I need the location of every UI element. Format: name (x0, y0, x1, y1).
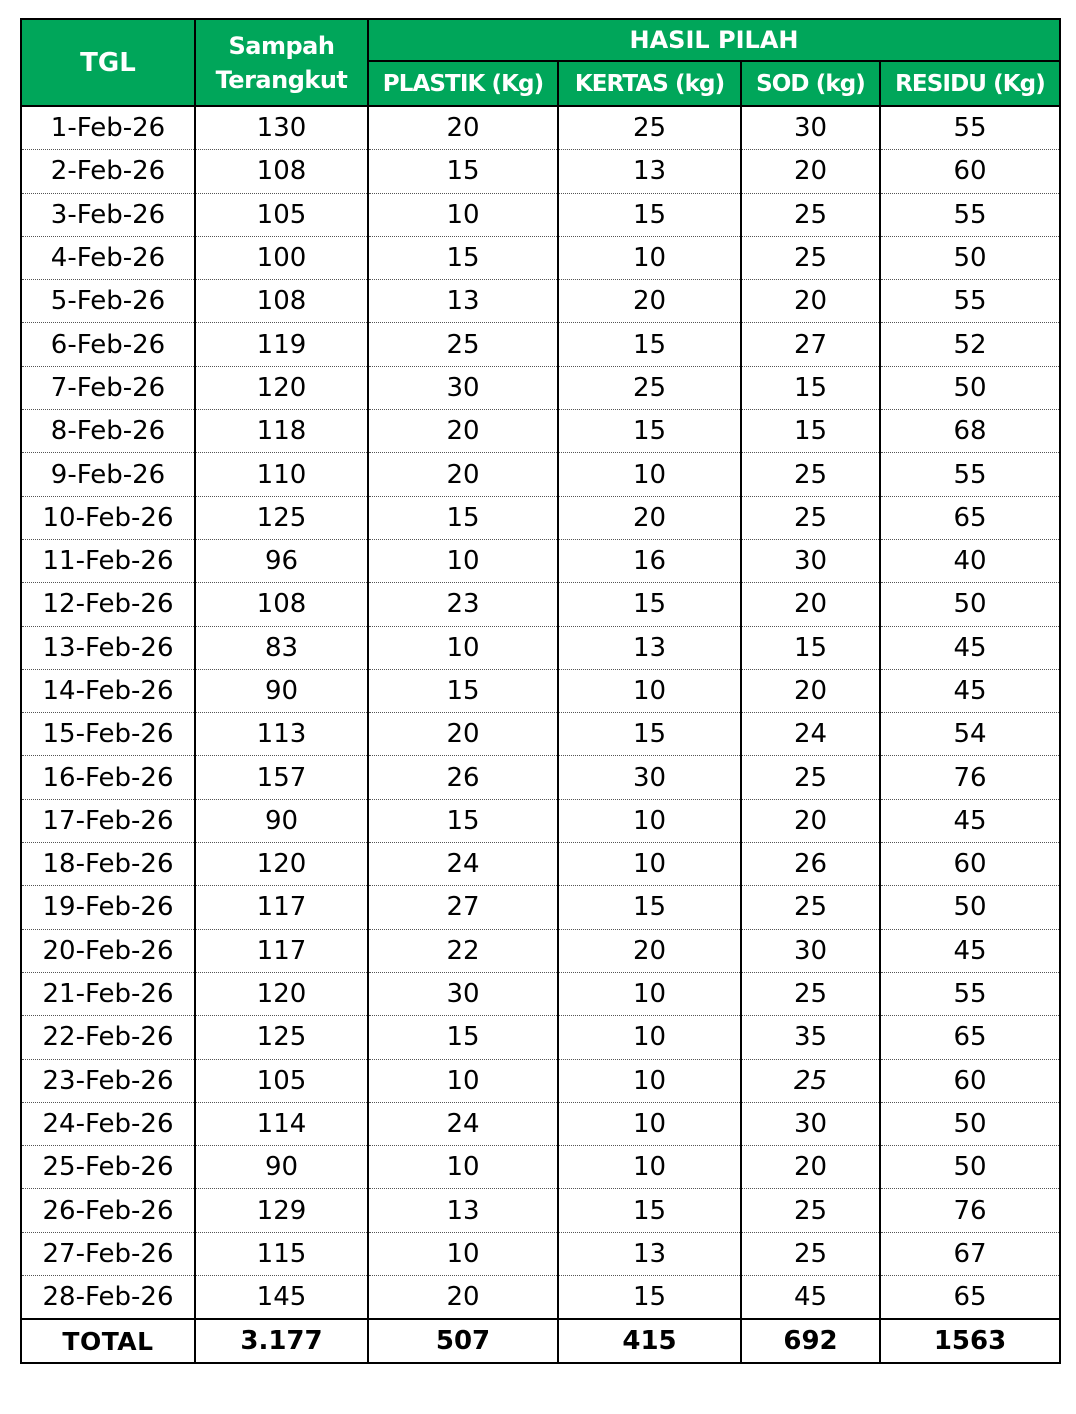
cell-residu: 55 (880, 193, 1060, 236)
cell-tgl: 2-Feb-26 (21, 150, 195, 193)
cell-tgl: 20-Feb-26 (21, 929, 195, 972)
cell-sod: 25 (741, 886, 880, 929)
cell-kertas: 10 (558, 236, 741, 279)
cell-sampah: 115 (195, 1232, 368, 1275)
cell-kertas: 30 (558, 756, 741, 799)
cell-plastik: 20 (368, 410, 558, 453)
cell-sampah: 83 (195, 626, 368, 669)
cell-tgl: 14-Feb-26 (21, 669, 195, 712)
cell-plastik: 10 (368, 626, 558, 669)
cell-plastik: 15 (368, 236, 558, 279)
table-row (21, 1232, 1060, 1275)
cell-plastik: 10 (368, 1146, 558, 1189)
table-row (21, 626, 1060, 669)
cell-residu: 67 (880, 1232, 1060, 1275)
cell-tgl: 25-Feb-26 (21, 1146, 195, 1189)
cell-sampah: 90 (195, 669, 368, 712)
table-row (21, 1276, 1060, 1320)
cell-plastik: 23 (368, 583, 558, 626)
cell-tgl: 16-Feb-26 (21, 756, 195, 799)
cell-tgl: 7-Feb-26 (21, 366, 195, 409)
cell-residu: 76 (880, 1189, 1060, 1232)
table-body (21, 106, 1060, 1319)
cell-residu: 50 (880, 366, 1060, 409)
cell-tgl: 21-Feb-26 (21, 972, 195, 1015)
cell-sod: 25 (741, 756, 880, 799)
cell-sampah: 117 (195, 929, 368, 972)
cell-kertas: 25 (558, 106, 741, 150)
cell-plastik: 30 (368, 366, 558, 409)
cell-tgl: 19-Feb-26 (21, 886, 195, 929)
cell-tgl: 27-Feb-26 (21, 1232, 195, 1275)
cell-sod: 25 (741, 193, 880, 236)
table-row (21, 496, 1060, 539)
table-row (21, 756, 1060, 799)
cell-plastik: 15 (368, 1016, 558, 1059)
cell-tgl: 10-Feb-26 (21, 496, 195, 539)
cell-sod: 45 (741, 1276, 880, 1320)
total-label: TOTAL (21, 1319, 195, 1363)
header-kertas: KERTAS (kg) (558, 61, 741, 106)
cell-sod: 30 (741, 929, 880, 972)
cell-plastik: 27 (368, 886, 558, 929)
cell-residu: 50 (880, 583, 1060, 626)
cell-kertas: 13 (558, 626, 741, 669)
cell-residu: 45 (880, 799, 1060, 842)
cell-kertas: 13 (558, 1232, 741, 1275)
header-plastik: PLASTIK (Kg) (368, 61, 558, 106)
cell-tgl: 18-Feb-26 (21, 843, 195, 886)
cell-sampah: 130 (195, 106, 368, 150)
table-row (21, 669, 1060, 712)
cell-sod: 30 (741, 1102, 880, 1145)
cell-sampah: 114 (195, 1102, 368, 1145)
header-sod: SOD (kg) (741, 61, 880, 106)
cell-plastik: 24 (368, 843, 558, 886)
cell-tgl: 28-Feb-26 (21, 1276, 195, 1320)
table-row (21, 929, 1060, 972)
cell-kertas: 10 (558, 669, 741, 712)
table-row (21, 1189, 1060, 1232)
table-row (21, 236, 1060, 279)
table-row (21, 713, 1060, 756)
table-row (21, 539, 1060, 582)
cell-sod: 26 (741, 843, 880, 886)
cell-residu: 50 (880, 236, 1060, 279)
table-row (21, 972, 1060, 1015)
table-row (21, 453, 1060, 496)
cell-tgl: 5-Feb-26 (21, 280, 195, 323)
cell-sampah: 157 (195, 756, 368, 799)
table-row (21, 843, 1060, 886)
cell-sod: 20 (741, 280, 880, 323)
cell-plastik: 20 (368, 106, 558, 150)
cell-plastik: 25 (368, 323, 558, 366)
header-residu: RESIDU (Kg) (880, 61, 1060, 106)
cell-plastik: 26 (368, 756, 558, 799)
cell-tgl: 3-Feb-26 (21, 193, 195, 236)
cell-sampah: 110 (195, 453, 368, 496)
cell-plastik: 24 (368, 1102, 558, 1145)
cell-residu: 40 (880, 539, 1060, 582)
cell-kertas: 10 (558, 1059, 741, 1102)
cell-sod: 25 (741, 453, 880, 496)
cell-plastik: 10 (368, 193, 558, 236)
cell-residu: 55 (880, 972, 1060, 1015)
cell-sod: 20 (741, 1146, 880, 1189)
cell-sampah: 113 (195, 713, 368, 756)
cell-tgl: 4-Feb-26 (21, 236, 195, 279)
cell-plastik: 22 (368, 929, 558, 972)
table-row (21, 366, 1060, 409)
cell-kertas: 15 (558, 410, 741, 453)
table-row (21, 106, 1060, 150)
cell-plastik: 10 (368, 539, 558, 582)
cell-kertas: 15 (558, 193, 741, 236)
cell-residu: 45 (880, 669, 1060, 712)
cell-residu: 55 (880, 453, 1060, 496)
cell-kertas: 15 (558, 583, 741, 626)
cell-tgl: 17-Feb-26 (21, 799, 195, 842)
table-row (21, 280, 1060, 323)
cell-residu: 65 (880, 496, 1060, 539)
cell-residu: 50 (880, 1146, 1060, 1189)
table-header (21, 19, 1060, 106)
cell-sampah: 105 (195, 193, 368, 236)
cell-sampah: 108 (195, 150, 368, 193)
table-row (21, 1059, 1060, 1102)
cell-sampah: 96 (195, 539, 368, 582)
cell-tgl: 15-Feb-26 (21, 713, 195, 756)
cell-kertas: 20 (558, 929, 741, 972)
cell-residu: 60 (880, 150, 1060, 193)
cell-kertas: 20 (558, 280, 741, 323)
cell-kertas: 20 (558, 496, 741, 539)
cell-kertas: 16 (558, 539, 741, 582)
table-row (21, 1102, 1060, 1145)
cell-kertas: 10 (558, 1102, 741, 1145)
table-row (21, 410, 1060, 453)
total-row (21, 1319, 1060, 1363)
cell-sampah: 108 (195, 280, 368, 323)
cell-residu: 55 (880, 280, 1060, 323)
cell-sampah: 125 (195, 496, 368, 539)
cell-sod: 20 (741, 150, 880, 193)
cell-sampah: 125 (195, 1016, 368, 1059)
cell-sampah: 90 (195, 799, 368, 842)
cell-sod: 15 (741, 626, 880, 669)
header-sampah-line2: Terangkut (215, 65, 348, 94)
cell-kertas: 15 (558, 1189, 741, 1232)
cell-sod: 20 (741, 799, 880, 842)
cell-tgl: 24-Feb-26 (21, 1102, 195, 1145)
waste-table (20, 18, 1061, 1364)
header-sampah-line1: Sampah (228, 31, 335, 60)
cell-sampah: 108 (195, 583, 368, 626)
cell-sod: 24 (741, 713, 880, 756)
cell-sod: 25 (741, 496, 880, 539)
cell-sod: 25 (741, 236, 880, 279)
cell-residu: 65 (880, 1016, 1060, 1059)
cell-sampah: 100 (195, 236, 368, 279)
cell-sampah: 129 (195, 1189, 368, 1232)
total-sod: 692 (741, 1319, 880, 1363)
cell-tgl: 8-Feb-26 (21, 410, 195, 453)
cell-sod: 15 (741, 410, 880, 453)
cell-sod: 30 (741, 106, 880, 150)
cell-sod: 25 (741, 972, 880, 1015)
cell-plastik: 15 (368, 799, 558, 842)
cell-plastik: 10 (368, 1059, 558, 1102)
cell-plastik: 20 (368, 453, 558, 496)
cell-residu: 55 (880, 106, 1060, 150)
cell-residu: 60 (880, 1059, 1060, 1102)
total-plastik: 507 (368, 1319, 558, 1363)
cell-tgl: 6-Feb-26 (21, 323, 195, 366)
header-sampah-terangkut (195, 19, 368, 106)
cell-kertas: 10 (558, 453, 741, 496)
cell-tgl: 1-Feb-26 (21, 106, 195, 150)
cell-sod: 25 (741, 1189, 880, 1232)
cell-sampah: 118 (195, 410, 368, 453)
total-residu: 1563 (880, 1319, 1060, 1363)
cell-plastik: 10 (368, 1232, 558, 1275)
cell-sampah: 145 (195, 1276, 368, 1320)
cell-kertas: 10 (558, 1146, 741, 1189)
cell-plastik: 13 (368, 280, 558, 323)
cell-kertas: 15 (558, 886, 741, 929)
cell-sod: 27 (741, 323, 880, 366)
cell-sod: 25 (741, 1059, 880, 1102)
cell-sampah: 120 (195, 843, 368, 886)
cell-sampah: 105 (195, 1059, 368, 1102)
cell-plastik: 20 (368, 713, 558, 756)
cell-residu: 65 (880, 1276, 1060, 1320)
header-tgl: TGL (21, 19, 195, 106)
cell-sod: 35 (741, 1016, 880, 1059)
cell-tgl: 23-Feb-26 (21, 1059, 195, 1102)
cell-sod: 20 (741, 669, 880, 712)
table-row (21, 1146, 1060, 1189)
cell-sampah: 90 (195, 1146, 368, 1189)
cell-residu: 54 (880, 713, 1060, 756)
cell-kertas: 25 (558, 366, 741, 409)
cell-plastik: 15 (368, 496, 558, 539)
cell-sampah: 120 (195, 972, 368, 1015)
cell-kertas: 13 (558, 150, 741, 193)
header-hasil-pilah: HASIL PILAH (368, 19, 1060, 61)
cell-kertas: 10 (558, 843, 741, 886)
cell-kertas: 10 (558, 1016, 741, 1059)
cell-tgl: 26-Feb-26 (21, 1189, 195, 1232)
table-row (21, 1016, 1060, 1059)
cell-sampah: 117 (195, 886, 368, 929)
cell-residu: 60 (880, 843, 1060, 886)
cell-kertas: 15 (558, 1276, 741, 1320)
cell-plastik: 13 (368, 1189, 558, 1232)
table-row (21, 323, 1060, 366)
cell-residu: 50 (880, 886, 1060, 929)
cell-residu: 52 (880, 323, 1060, 366)
table-row (21, 886, 1060, 929)
cell-tgl: 22-Feb-26 (21, 1016, 195, 1059)
total-kertas: 415 (558, 1319, 741, 1363)
cell-sod: 30 (741, 539, 880, 582)
cell-kertas: 15 (558, 323, 741, 366)
cell-tgl: 13-Feb-26 (21, 626, 195, 669)
cell-sod: 20 (741, 583, 880, 626)
cell-sod: 25 (741, 1232, 880, 1275)
cell-residu: 50 (880, 1102, 1060, 1145)
total-sampah: 3.177 (195, 1319, 368, 1363)
cell-sampah: 119 (195, 323, 368, 366)
cell-residu: 45 (880, 626, 1060, 669)
table-row (21, 193, 1060, 236)
cell-tgl: 12-Feb-26 (21, 583, 195, 626)
cell-plastik: 20 (368, 1276, 558, 1320)
cell-sod: 15 (741, 366, 880, 409)
cell-residu: 45 (880, 929, 1060, 972)
cell-tgl: 11-Feb-26 (21, 539, 195, 582)
table-row (21, 799, 1060, 842)
cell-sampah: 120 (195, 366, 368, 409)
cell-residu: 76 (880, 756, 1060, 799)
cell-residu: 68 (880, 410, 1060, 453)
table-row (21, 150, 1060, 193)
cell-kertas: 10 (558, 799, 741, 842)
table-row (21, 583, 1060, 626)
cell-plastik: 15 (368, 150, 558, 193)
cell-plastik: 15 (368, 669, 558, 712)
cell-kertas: 10 (558, 972, 741, 1015)
cell-tgl: 9-Feb-26 (21, 453, 195, 496)
cell-kertas: 15 (558, 713, 741, 756)
cell-plastik: 30 (368, 972, 558, 1015)
